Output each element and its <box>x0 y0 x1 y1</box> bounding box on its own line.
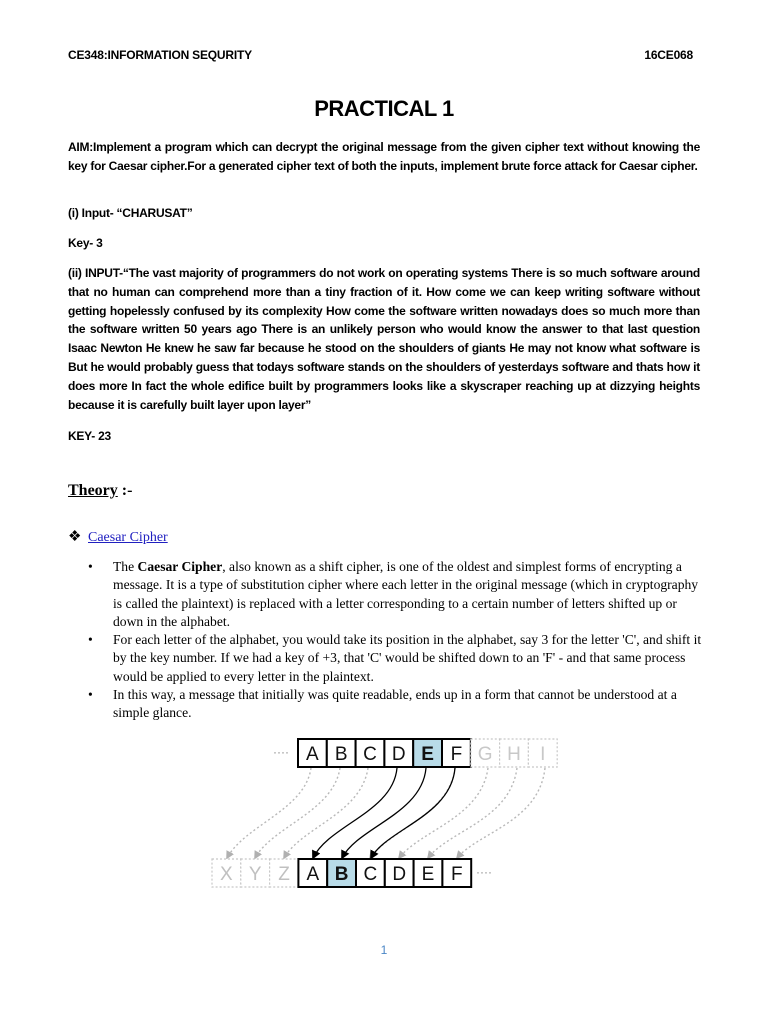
bottom-ghost-cell <box>212 859 241 887</box>
page-number: 1 <box>380 943 388 957</box>
bullet-3-text: In this way, a message that initially was quite readable, ends up in a form that cannot be understood at a simple glance. <box>113 687 677 721</box>
bullet-item <box>88 631 704 686</box>
key-1: Key- 3 <box>68 236 103 250</box>
diamond-bullet-icon: ❖ <box>68 529 82 545</box>
caesar-cipher-link[interactable]: Caesar Cipher <box>88 530 168 545</box>
top-cell-letter: E <box>421 744 434 765</box>
top-ghost-cell-letter: G <box>477 744 493 765</box>
top-cell-letter: F <box>450 744 463 765</box>
bottom-cell-letter: D <box>392 864 407 885</box>
bottom-cell <box>414 859 443 887</box>
bottom-ghost-letters <box>212 859 298 887</box>
bottom-cell <box>442 859 471 887</box>
bullet-1-post: , also known as a shift cipher, is one of the oldest and simplest forms of encrypting a message. It is a type of substitution cipher where each letter in the original message (which in cryptography is called the plaintext) is replaced with a letter corresponding to a certain number of letters shifted up or down in the alphabet. <box>113 559 699 629</box>
bullet-list <box>88 558 704 723</box>
top-cell-letter: B <box>334 744 348 765</box>
top-cell <box>298 739 327 767</box>
caesar-shift-diagram <box>205 730 565 890</box>
top-ellipsis: ···· <box>273 745 289 759</box>
theory-label: Theory <box>68 482 118 499</box>
bottom-cell <box>356 859 385 887</box>
bottom-cell <box>385 859 414 887</box>
top-ghost-cell-letter: H <box>507 744 521 765</box>
bottom-cell <box>327 859 356 887</box>
top-cell <box>356 739 385 767</box>
bottom-cell-letter: E <box>421 864 435 885</box>
bottom-ghost-cell-letter: Z <box>278 864 290 885</box>
bullet-dot-icon: • <box>88 559 93 574</box>
top-ghost-letters <box>471 739 557 767</box>
bottom-cell-letter: C <box>363 864 378 885</box>
top-ghost-cell <box>528 739 557 767</box>
bullet-dot-icon: • <box>88 687 93 703</box>
top-cell-letter: D <box>391 744 406 765</box>
top-ghost-cell-letter: I <box>540 744 546 765</box>
bottom-ellipsis: ···· <box>476 865 492 879</box>
theory-heading <box>68 482 132 500</box>
top-ghost-cell <box>471 739 500 767</box>
bottom-cell-letter: B <box>334 864 349 885</box>
top-cell <box>442 739 471 767</box>
theory-suffix: :- <box>117 482 133 499</box>
bullet-1-bold: Caesar Cipher <box>137 559 223 574</box>
header-course: CE348:INFORMATION SEQURITY <box>68 48 252 62</box>
bullet-item <box>88 558 704 631</box>
key-2: KEY- 23 <box>68 429 111 443</box>
gray-shift-arrows <box>227 768 545 858</box>
bottom-cell-letter: F <box>450 864 463 885</box>
top-cell-letter: C <box>363 744 377 765</box>
bottom-ghost-cell-letter: Y <box>248 864 262 885</box>
top-alphabet-row <box>298 739 471 767</box>
bottom-alphabet-row <box>298 859 471 887</box>
bullet-1-pre: The <box>113 559 138 574</box>
top-cell <box>327 739 356 767</box>
bottom-cell-letter: A <box>306 864 320 885</box>
bottom-cell <box>298 859 327 887</box>
bottom-ghost-cell-letter: X <box>220 864 233 885</box>
caesar-cipher-heading <box>68 527 168 546</box>
input-2-paragraph: (ii) INPUT-“The vast majority of programmers do not work on operating systems There is so much software around that no human can comprehend more than a tiny fraction of it. How come we can keep writing software without getting hopelessly confused by its complexity How come the software written nowadays does so much more than the software written 50 years ago There is an unlikely person who would know the answer to that last question Isaac Newton He knew he saw far because he stood on the shoulders of giants He may not know what software is But he would probably guess that todays software stands on the shoulders of yesterdays software and thats how it does more In fact the whole edifice built by programmers looks like a skyscraper reaching up at dizzying heights because it is carefully built layer upon layer” <box>68 266 700 412</box>
bottom-ghost-cell <box>270 859 299 887</box>
black-shift-arrows <box>313 768 455 858</box>
header-roll-number: 16CE068 <box>644 48 693 62</box>
input-1: (i) Input- “CHARUSAT” <box>68 206 193 220</box>
bottom-ghost-cell <box>241 859 270 887</box>
page-title: PRACTICAL 1 <box>314 96 454 121</box>
aim-paragraph: AIM:Implement a program which can decrypt the original message from the given cipher text without knowing the key for Caesar cipher.For a generated cipher text of both the inputs, implement brute force attack for Caesar cipher. <box>68 140 700 173</box>
top-cell <box>384 739 413 767</box>
bullet-2-text: For each letter of the alphabet, you would take its position in the alphabet, say 3 for the letter 'C', and shift it by the key number. If we had a key of +3, that 'C' would be shifted down to an 'F' - and that same process would be applied to every letter in the plaintext. <box>113 632 702 684</box>
top-cell <box>413 739 442 767</box>
top-ghost-cell <box>500 739 529 767</box>
top-cell-letter: A <box>306 744 319 765</box>
bullet-item <box>88 686 704 723</box>
bullet-dot-icon: • <box>88 632 93 648</box>
